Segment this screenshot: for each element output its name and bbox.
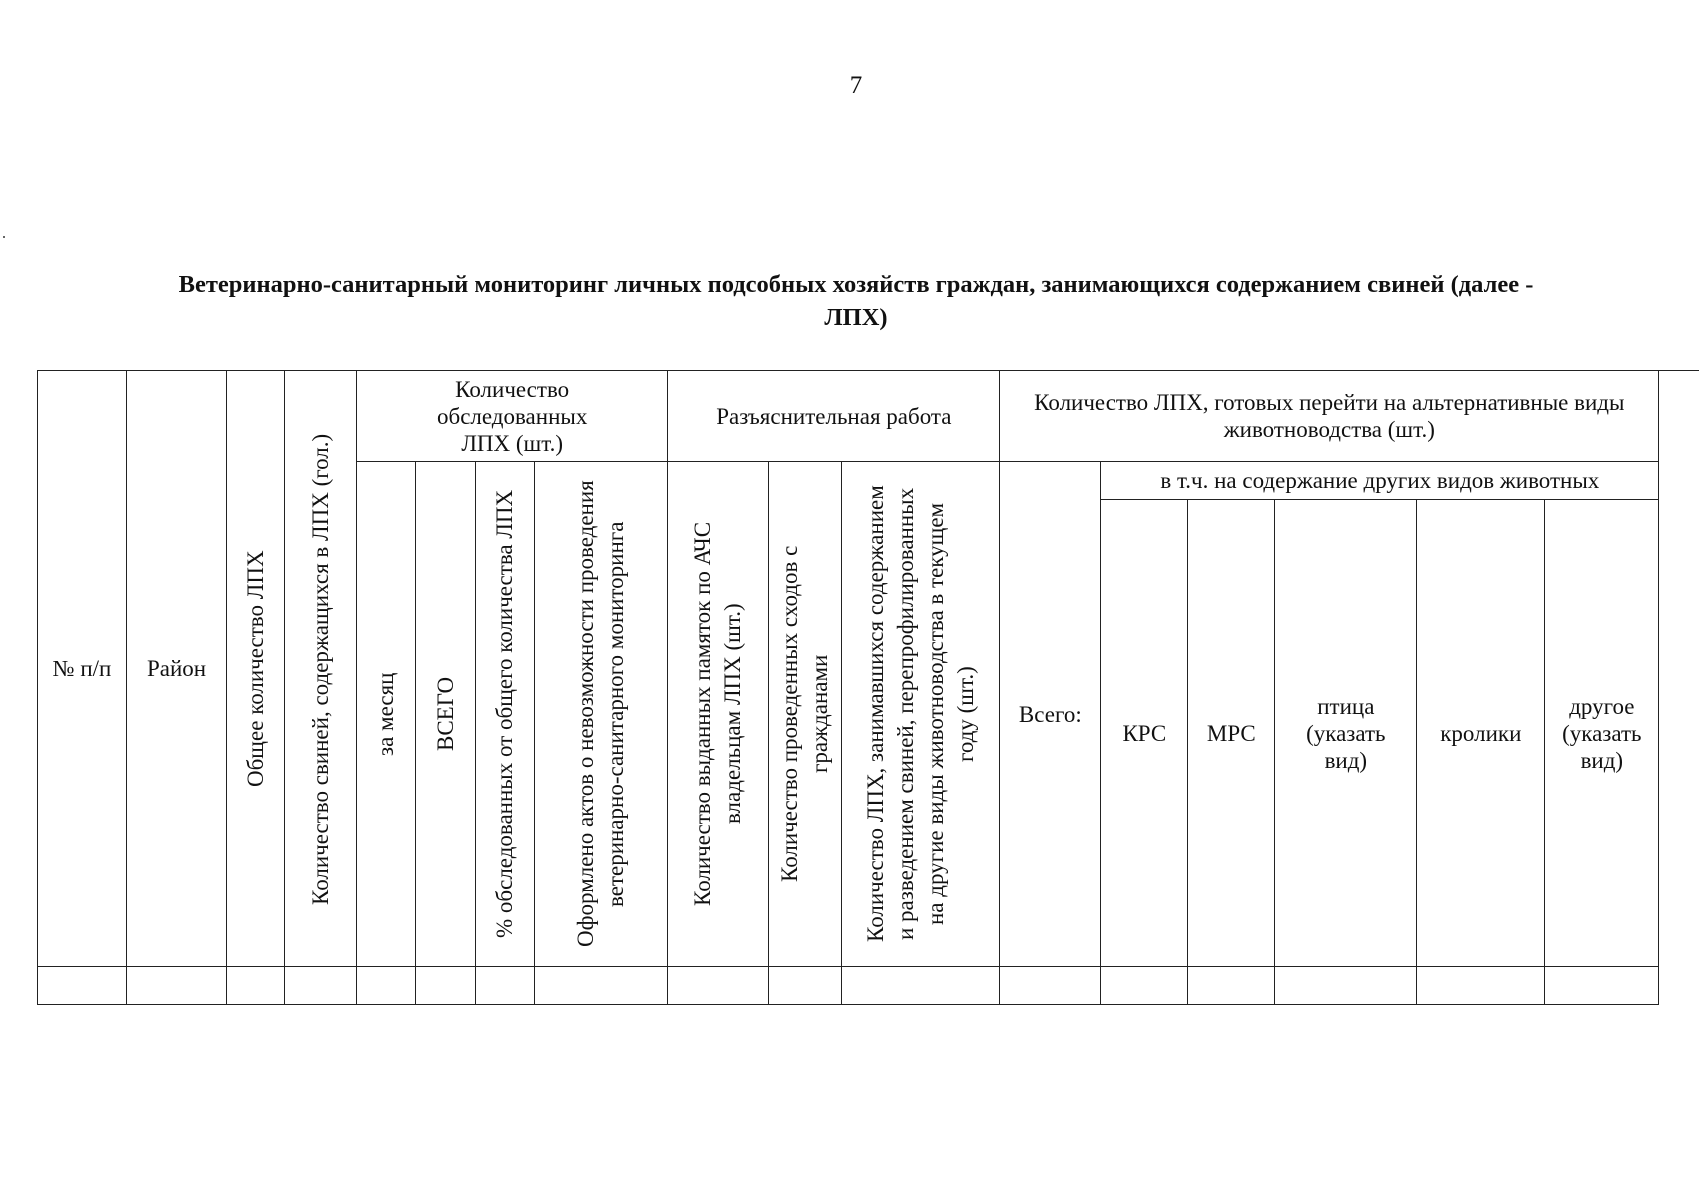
table-cell bbox=[769, 967, 842, 1005]
header-other: другое (указать вид) bbox=[1545, 500, 1659, 967]
header-group-surveyed: Количество обследованных ЛПХ (шт.) bbox=[357, 371, 668, 462]
scan-speck bbox=[3, 236, 5, 238]
header-percent-surveyed bbox=[475, 462, 534, 967]
table-cell bbox=[285, 967, 357, 1005]
monitoring-table bbox=[37, 370, 1659, 1005]
header-per-month-text: за месяц bbox=[373, 672, 399, 756]
document-title bbox=[40, 268, 1672, 334]
table-cell bbox=[416, 967, 475, 1005]
table-cell bbox=[1188, 967, 1275, 1005]
table-cell bbox=[1545, 967, 1659, 1005]
header-reprofiled bbox=[842, 462, 1000, 967]
header-reprofiled-text: Количество ЛПХ, занимавшихся содержанием и разведением свиней, перепрофилированных на другие виды животноводства в текущем году (шт.) bbox=[862, 485, 978, 943]
header-rabbits: кролики bbox=[1417, 500, 1545, 967]
header-subgroup-other-animals: в т.ч. на содержание других видов животных bbox=[1101, 462, 1659, 500]
table-cell bbox=[1000, 967, 1101, 1005]
table-cell bbox=[227, 967, 285, 1005]
header-acts-text: Оформлено актов о невозможности проведения ветеринарно-санитарного мониторинга bbox=[573, 480, 629, 948]
header-percent-surveyed-text: % обследованных от общего количества ЛПХ bbox=[491, 489, 517, 939]
header-acts bbox=[535, 462, 668, 967]
table-cell bbox=[38, 967, 127, 1005]
header-row-number: № п/п bbox=[38, 371, 127, 967]
table-cell bbox=[668, 967, 769, 1005]
header-district: Район bbox=[127, 371, 227, 967]
header-meetings bbox=[769, 462, 842, 967]
header-leaflets-text: Количество выданных памяток по АЧС владельцам ЛПХ (шт.) bbox=[690, 521, 746, 907]
header-total-text: ВСЕГО bbox=[432, 676, 458, 752]
page-number: 7 bbox=[849, 72, 863, 99]
table-cell bbox=[842, 967, 1000, 1005]
header-mrs: МРС bbox=[1188, 500, 1275, 967]
header-leaflets bbox=[668, 462, 769, 967]
header-pigs-count bbox=[285, 371, 357, 967]
header-group-alternative: Количество ЛПХ, готовых перейти на альтернативные виды животноводства (шт.) bbox=[1000, 371, 1659, 462]
table-cell bbox=[535, 967, 668, 1005]
header-total-lph bbox=[227, 371, 285, 967]
table-row bbox=[38, 967, 1659, 1005]
header-krs: КРС bbox=[1101, 500, 1188, 967]
scan-edge-line bbox=[1655, 370, 1699, 371]
table-cell bbox=[475, 967, 534, 1005]
header-total-lph-text: Общее количество ЛПХ bbox=[242, 550, 268, 787]
table-cell bbox=[1101, 967, 1188, 1005]
header-meetings-text: Количество проведенных сходов с гражданами bbox=[777, 545, 833, 883]
header-group-explanatory: Разъяснительная работа bbox=[668, 371, 1000, 462]
header-alt-total: Всего: bbox=[1000, 462, 1101, 967]
table-cell bbox=[1417, 967, 1545, 1005]
document-title-line-2: ЛПХ) bbox=[824, 304, 888, 331]
header-total bbox=[416, 462, 475, 967]
header-per-month bbox=[357, 462, 416, 967]
header-poultry: птица (указать вид) bbox=[1275, 500, 1417, 967]
header-pigs-count-text: Количество свиней, содержащихся в ЛПХ (гол.) bbox=[307, 432, 333, 905]
table-cell bbox=[1275, 967, 1417, 1005]
table-cell bbox=[357, 967, 416, 1005]
table-cell bbox=[127, 967, 227, 1005]
document-title-line-1: Ветеринарно-санитарный мониторинг личных подсобных хозяйств граждан, занимающихся содержанием свиней (далее - bbox=[178, 271, 1534, 298]
